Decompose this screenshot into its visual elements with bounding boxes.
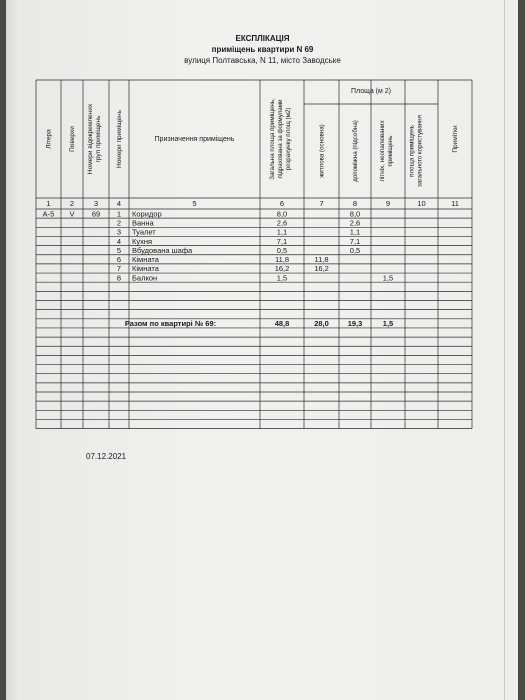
cell-total: 11,8	[274, 255, 290, 265]
cell-aux: 8,0	[349, 209, 361, 219]
cell-total: 7,1	[276, 236, 288, 246]
cell-room-number: 2	[116, 218, 122, 228]
header-purpose: Призначення приміщень	[154, 136, 235, 143]
cell-living: 16,2	[314, 264, 329, 274]
header-summer: літніх, неопалюванихприміщень	[379, 120, 394, 182]
column-number: 2	[69, 199, 75, 208]
cell-purpose: Коридор	[132, 209, 162, 219]
cell-purpose: Вбудована шафа	[132, 245, 193, 255]
cell-summer: 1,5	[382, 273, 394, 283]
cell-purpose: Туалет	[132, 227, 156, 237]
summary-summer: 1,5	[382, 319, 394, 329]
summary-label: Разом по квартирі № 69:	[124, 319, 217, 329]
cell-purpose: Кімната	[132, 264, 159, 274]
column-number: 7	[319, 199, 324, 208]
header-groups: Номери відокремленихгруп приміщень	[87, 103, 102, 175]
cell-total: 1,5	[276, 273, 288, 283]
document-date: 07.12.2021	[86, 452, 127, 461]
document-subtitle: приміщень квартири N 69	[211, 45, 314, 54]
cell-room-number: 8	[116, 273, 122, 283]
column-number: 8	[352, 199, 358, 208]
column-number: 6	[279, 199, 285, 208]
cell-living: 11,8	[314, 255, 329, 265]
cell-purpose: Балкон	[132, 273, 158, 283]
address-line: вулиця Полтавська, N 11, місто Заводське	[184, 56, 341, 65]
column-number: 5	[192, 199, 197, 208]
cell-aux: 0,5	[349, 245, 361, 255]
cell-total: 0,5	[276, 245, 288, 255]
cell-total: 1,1	[276, 227, 288, 237]
cell-room-number: 5	[116, 245, 122, 255]
cell-room-number: 6	[116, 255, 122, 265]
cell-room-number: 7	[116, 264, 122, 274]
header-litera: Літера	[45, 129, 53, 149]
header-room-numbers: Номери приміщень	[116, 110, 123, 168]
cell-room-number: 4	[116, 236, 122, 246]
cell-litera: А-5	[42, 209, 55, 219]
summary-aux: 19,3	[347, 319, 363, 329]
cell-purpose: Ванна	[132, 218, 154, 228]
header-total-area: Загальна площа приміщень,підрахована за формуламирозрахунку площ (м2)	[269, 98, 292, 180]
cell-purpose: Кухня	[132, 236, 153, 246]
cell-room-number: 1	[116, 209, 122, 219]
header-living: житлова (основна)	[318, 124, 326, 178]
cell-group: 69	[91, 209, 101, 219]
cell-total: 16,2	[274, 264, 290, 274]
summary-total: 48,8	[274, 319, 290, 329]
header-common: площа приміщеньзагального користування	[408, 115, 424, 187]
cell-total: 8,0	[276, 209, 288, 219]
column-number: 3	[93, 199, 99, 208]
cell-floor: V	[69, 209, 75, 219]
header-notes: Примітки	[452, 125, 459, 153]
column-number: 10	[417, 199, 426, 208]
column-number: 11	[451, 199, 459, 208]
summary-living: 28,0	[314, 319, 329, 329]
header-area-group: Площа (м 2)	[351, 88, 391, 95]
header-auxiliary: допоміжна (підсобна)	[352, 120, 359, 182]
table-text	[43, 88, 459, 328]
cell-total: 2,6	[276, 218, 288, 228]
cell-aux: 2,6	[349, 218, 361, 228]
column-number: 4	[116, 199, 122, 208]
cell-aux: 7,1	[349, 236, 361, 246]
column-number: 1	[46, 199, 51, 208]
header-poverkhy: Поверхи	[69, 126, 76, 152]
cell-room-number: 3	[116, 227, 122, 237]
cell-aux: 1,1	[349, 227, 361, 237]
document-title: ЕКСПЛІКАЦІЯ	[235, 34, 290, 43]
column-number: 9	[385, 199, 391, 208]
cell-purpose: Кімната	[132, 255, 159, 265]
